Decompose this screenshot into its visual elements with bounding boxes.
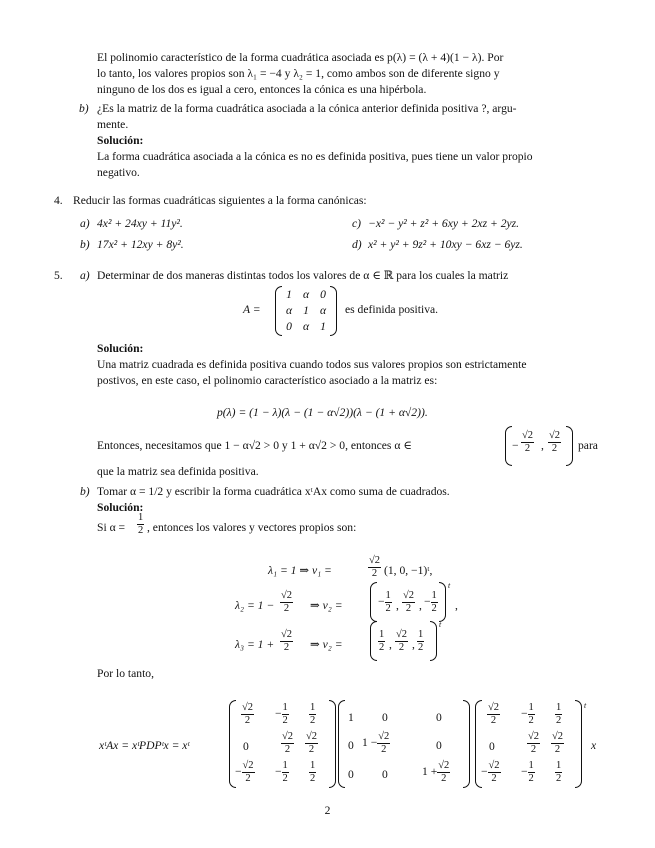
vec2-entry: − $\frac{1}{2}$ <box>378 590 391 614</box>
matrix-d-cell: 1 − $\frac{√2}{2}$ <box>362 731 390 755</box>
interval-frac-1-den: 2 <box>524 443 531 454</box>
item-b-line-1: ¿Es la matriz de la forma cuadrática asociada a la cónica anterior definida positiva ?, argu- <box>97 102 517 115</box>
interval-frac-2-den: 2 <box>551 443 558 454</box>
intro-line-3: ninguno de los dos es igual a cero, entonces la cónica es una hipérbola. <box>97 83 427 96</box>
matrix-a-left-paren <box>275 286 282 336</box>
matrix-d-cell: 0 <box>436 711 442 724</box>
exercise-4-text: Reducir las formas cuadráticas siguientes a la forma canónicas: <box>73 194 367 207</box>
matrix-p-cell: $\frac{√2}{2}$ <box>306 731 318 755</box>
eigen-2-frac-num: √2 <box>281 590 293 601</box>
alpha-frac-den: 2 <box>138 525 144 536</box>
matrix-p-cell: − $\frac{√2}{2}$ <box>235 760 254 784</box>
matrix-d-cell: 1 + $\frac{√2}{2}$ <box>422 760 450 784</box>
ex4-d-label: d) <box>352 238 362 251</box>
matrix-a-cell: α <box>285 304 293 317</box>
ex4-d-expr: x² + y² + 9z² + 10xy − 6xz − 6yz. <box>368 238 523 251</box>
vec2-end-comma: , <box>455 599 458 612</box>
matrix-a-cell: α <box>319 304 327 317</box>
matrix-p-cell: − $\frac{1}{2}$ <box>275 760 288 784</box>
matrix-a-cell: α <box>302 288 310 301</box>
matrix-d-right-paren <box>463 700 470 788</box>
matrix-a-cell: 0 <box>320 288 326 301</box>
matrix-pt-cell: $\frac{1}{2}$ <box>556 760 562 784</box>
alpha-frac-num: 1 <box>138 512 144 523</box>
ex4-b-label: b) <box>80 238 90 251</box>
interval-minus: − <box>512 439 519 452</box>
ex5-a-solution-label: Solución: <box>97 342 144 355</box>
intro-line-2: lo tanto, los valores propios son λ₁ = −4 y λ₂ = 1, como ambos son de diferente signo y <box>97 67 500 80</box>
matrix-pt-cell: $\frac{√2}{2}$ <box>552 731 564 755</box>
matrix-d-cell: 0 <box>348 768 354 781</box>
eigen-2-frac-den: 2 <box>283 603 290 614</box>
eigen-3-mid: ⇒ v₂ = <box>310 638 343 651</box>
vec2-entry: − $\frac{1}{2}$ <box>424 590 437 614</box>
exercise-4-number: 4. <box>54 194 63 207</box>
matrix-a-rhs: es definida positiva. <box>345 303 439 316</box>
matrix-pt-cell: − $\frac{1}{2}$ <box>521 702 534 726</box>
final-lhs: xᵗAx = xᵗPDPᵗx = xᵗ <box>99 739 190 752</box>
ex5-a-solution-line-2: postivos, en este caso, el polinomio característico asociado a la matriz es: <box>97 374 438 387</box>
eigen-1-frac-num: √2 <box>369 555 381 566</box>
ex5-a-label: a) <box>80 269 90 282</box>
matrix-p-cell: $\frac{√2}{2}$ <box>242 702 254 726</box>
item-b-line-2: mente. <box>97 118 129 131</box>
ex5-b-label: b) <box>80 485 90 498</box>
matrix-d-cell: 0 <box>382 768 388 781</box>
si-alpha: Si α = <box>97 521 126 534</box>
eigen-3-lhs: λ₃ = 1 + <box>235 638 275 651</box>
char-polynomial: p(λ) = (1 − λ)(λ − (1 − α√2))(λ − (1 + α√2)). <box>217 406 428 419</box>
item-b-solution-label: Solución: <box>97 134 144 147</box>
matrix-a-cell: 1 <box>286 288 292 301</box>
ex5-b-solution-label: Solución: <box>97 501 144 514</box>
eigen-1-tail: (1, 0, −1)ᵗ, <box>384 564 433 577</box>
matrix-d-left-paren <box>338 700 345 788</box>
item-b-solution-line-1: La forma cuadrática asociada a la cónica es no es definida positiva, pues tiene un valor propio <box>97 150 533 163</box>
condition-end: que la matriz sea definida positiva. <box>97 465 259 478</box>
matrix-p-cell: − $\frac{1}{2}$ <box>275 702 288 726</box>
si-rest: , entonces los valores y vectores propios son: <box>147 521 357 534</box>
matrix-a-cell: 1 <box>303 304 309 317</box>
vec3-entry: $\frac{√2}{2}$ <box>396 629 408 653</box>
eigen-2-mid: ⇒ v₂ = <box>310 599 343 612</box>
interval-frac-2 <box>548 430 561 455</box>
matrix-a-cell: α <box>302 320 310 333</box>
matrix-p-cell: $\frac{1}{2}$ <box>310 760 316 784</box>
matrix-pt-cell: − $\frac{1}{2}$ <box>521 760 534 784</box>
matrix-a-right-paren <box>330 286 337 336</box>
intro-paragraph <box>97 50 602 98</box>
matrix-p-cell: $\frac{√2}{2}$ <box>282 731 294 755</box>
vec3-entry: $\frac{1}{2}$ <box>379 629 385 653</box>
vec3-comma: , <box>389 638 392 651</box>
matrix-pt-cell: $\frac{√2}{2}$ <box>488 702 500 726</box>
condition-text: Entonces, necesitamos que 1 − α√2 > 0 y 1 + α√2 > 0, entonces α ∈ <box>97 439 412 452</box>
matrix-pt-right-paren <box>575 700 582 788</box>
matrix-p-right-paren <box>329 700 336 788</box>
vec3-comma: , <box>412 638 415 651</box>
vec3-right-paren <box>430 621 437 661</box>
eigen-1-frac <box>368 555 381 580</box>
interval-comma: , <box>541 439 544 452</box>
interval-frac-1 <box>521 430 534 455</box>
matrix-a-lhs: A = <box>243 303 261 316</box>
matrix-pt-transpose: t <box>584 701 587 710</box>
vec3-transpose: t <box>439 620 442 629</box>
eigen-3-frac-num: √2 <box>281 629 293 640</box>
vec3-entry: $\frac{1}{2}$ <box>418 629 424 653</box>
para-word: para <box>578 439 598 452</box>
page-number: 2 <box>324 804 331 817</box>
final-x: x <box>591 739 597 752</box>
eigen-1-lhs: λ₁ = 1 ⇒ v₁ = <box>268 564 332 577</box>
ex4-a-label: a) <box>80 217 90 230</box>
matrix-pt-cell: $\frac{1}{2}$ <box>556 702 562 726</box>
ex4-a-expr: 4x² + 24xy + 11y². <box>97 217 183 230</box>
vec2-comma: , <box>419 599 422 612</box>
item-b-label: b) <box>79 102 89 115</box>
vec2-transpose: t <box>448 581 451 590</box>
vec2-entry: $\frac{√2}{2}$ <box>403 590 415 614</box>
matrix-d-cell: 0 <box>436 739 442 752</box>
ex5-a-text: Determinar de dos maneras distintas todos los valores de α ∈ ℝ para los cuales la matriz <box>97 269 509 282</box>
interval-left-paren <box>505 426 512 466</box>
ex5-b-text: Tomar α = 1/2 y escribir la forma cuadrática xᵗAx como suma de cuadrados. <box>97 485 450 498</box>
vec2-right-paren <box>439 582 446 622</box>
matrix-a-cell: 0 <box>286 320 292 333</box>
matrix-pt-cell: − $\frac{√2}{2}$ <box>481 760 500 784</box>
eigen-2-frac <box>280 590 293 615</box>
matrix-p-cell: 0 <box>243 740 249 753</box>
eigen-3-frac-den: 2 <box>283 642 290 653</box>
ex4-c-label: c) <box>352 217 362 230</box>
eigen-3-frac <box>280 629 293 654</box>
interval-frac-1-num: √2 <box>522 430 534 441</box>
matrix-a-cell: 1 <box>320 320 326 333</box>
eigen-1-frac-den: 2 <box>371 568 378 579</box>
vec3-left-paren <box>370 621 377 661</box>
matrix-d-cell: 1 <box>348 711 354 724</box>
por-lo-tanto: Por lo tanto, <box>97 667 155 680</box>
matrix-d-cell: 0 <box>382 711 388 724</box>
vec2-comma: , <box>396 599 399 612</box>
ex5-a-solution-line-1: Una matriz cuadrada es definida positiva cuando todos sus valores propios son estrictamente <box>97 358 527 371</box>
alpha-frac <box>137 512 144 537</box>
ex4-c-expr: −x² − y² + z² + 6xy + 2xz + 2yz. <box>368 217 520 230</box>
matrix-pt-cell: 0 <box>489 740 495 753</box>
ex5-a-solution <box>97 357 602 389</box>
matrix-pt-cell: $\frac{√2}{2}$ <box>528 731 540 755</box>
interval-right-paren <box>566 426 573 466</box>
item-b-solution-line-2: negativo. <box>97 166 140 179</box>
interval-frac-2-num: √2 <box>549 430 561 441</box>
matrix-d-cell: 0 <box>348 739 354 752</box>
matrix-p-cell: $\frac{1}{2}$ <box>310 702 316 726</box>
exercise-5-number: 5. <box>54 269 63 282</box>
item-b-question <box>97 101 602 181</box>
intro-line-1: El polinomio característico de la forma cuadrática asociada es p(λ) = (λ + 4)(1 − λ). Por <box>97 51 504 64</box>
eigen-2-lhs: λ₂ = 1 − <box>235 599 275 612</box>
vec2-left-paren <box>370 582 377 622</box>
ex4-b-expr: 17x² + 12xy + 8y². <box>97 238 184 251</box>
